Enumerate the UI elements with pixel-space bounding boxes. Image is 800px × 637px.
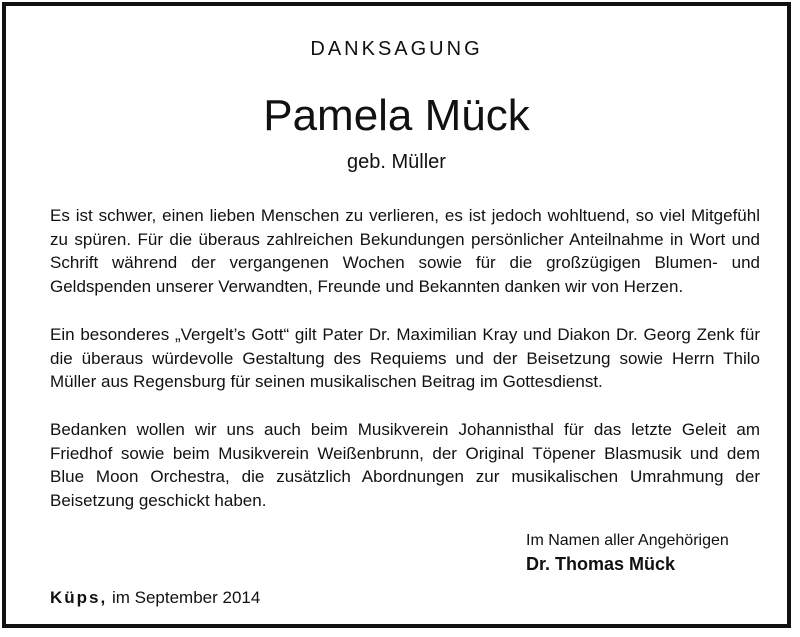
thanks-paragraph-3: Bedanken wollen wir uns auch beim Musikverein Johannisthal für das letzte Geleit am Friedhof sowie beim Musikverein Weißenbrunn, der Original Töpener Blasmusik und dem Blue Moon Orchestra, die zusätzlich Abordnungen zur musikalischen Umrahmung der Beisetzung geschickt haben.: [50, 420, 760, 510]
place: Küps,: [50, 588, 108, 607]
date: im September 2014: [111, 588, 261, 607]
thanks-paragraph-1: Es ist schwer, einen lieben Menschen zu verlieren, es ist jedoch wohltuend, so viel Mitgefühl zu spüren. Für die überaus zahlreichen Bekundungen persönlicher Anteilnahme in Wort und Schrift während der vergangenen Wochen sowie für die großzügigen Blumen- und Geldspenden unserer Verwandten, Freunde und Bekannten danken wir von Herzen.: [50, 206, 760, 296]
thanks-paragraph-2: Ein besonderes „Vergelt’s Gott“ gilt Pater Dr. Maximilian Kray und Diakon Dr. Georg Zenk für die überaus würdevolle Gestaltung des Requiems und der Beisetzung sowie Herrn Thilo Müller aus Regensburg für seinen musikalischen Beitrag im Gottesdienst.: [50, 325, 760, 391]
obituary-notice: [2, 2, 791, 628]
place-date-line: [50, 586, 260, 610]
signature-name: Dr. Thomas Mück: [526, 554, 676, 574]
signature-label: Im Namen aller Angehörigen: [526, 532, 729, 549]
notice-heading: DANKSAGUNG: [310, 38, 483, 60]
birth-name: geb. Müller: [347, 151, 446, 173]
deceased-name: Pamela Mück: [263, 91, 530, 140]
